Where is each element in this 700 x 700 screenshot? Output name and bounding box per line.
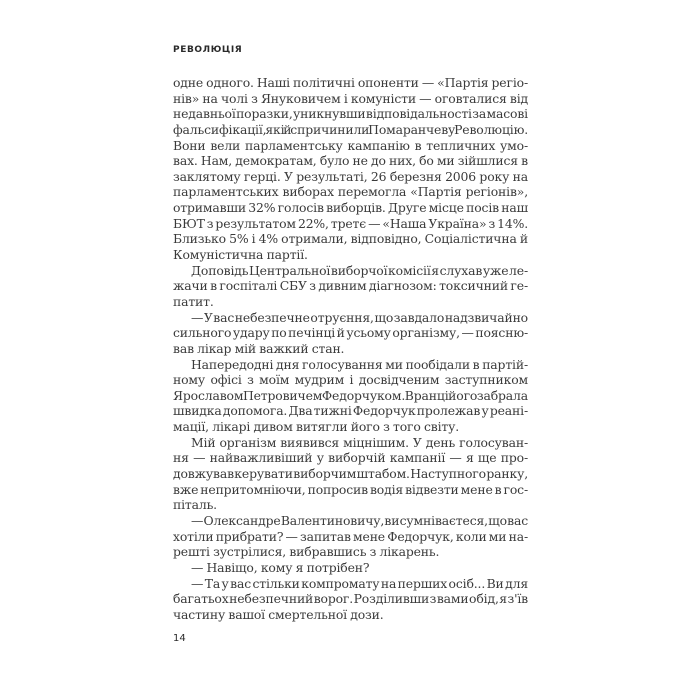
text-line: Близько 5% і 4% отримали, відповідно, Соціалістична й bbox=[173, 231, 528, 247]
text-line: хотіли прибрати? — запитав мене Федорчук, коли ми на- bbox=[173, 528, 528, 544]
text-line: одне одного. Наші політичні опоненти — «Партія регіо- bbox=[173, 75, 528, 90]
text-line: решті зустрілися, вибравшись з лікарень. bbox=[173, 544, 440, 560]
text-line: сильного удару по печінці й усьому організму, — поясню- bbox=[173, 325, 528, 341]
text-line: ня — найважливіший у виборчій кампанії — я ще про- bbox=[173, 450, 528, 466]
text-line: Вони вели парламентську кампанію в тепличних умо- bbox=[173, 137, 528, 153]
text-line: частину вашої смертельної дози. bbox=[173, 606, 384, 622]
text-line: вав лікар мій важкий стан. bbox=[173, 340, 345, 356]
text-line: вах. Нам, демократам, було не до них, бо ми зійшлися в bbox=[173, 153, 528, 169]
text-line: Комуністична партії. bbox=[173, 247, 308, 263]
text-line: — Навіщо, кому я потрібен? bbox=[191, 559, 370, 575]
text-line: — Та у вас стільки компромату на перших осіб... Ви для bbox=[191, 575, 528, 591]
text-line: заклятому герці. У результаті, 26 березня 2006 року на bbox=[173, 168, 528, 184]
text-line: отримавши 32% голосів виборців. Друге місце посів наш bbox=[173, 200, 528, 216]
text-line: піталь. bbox=[173, 497, 217, 513]
body-text bbox=[173, 75, 528, 622]
text-line: недавньої поразки, уникнувши відповідальності за масові bbox=[173, 106, 528, 122]
text-line: Мій організм виявився міцнішим. У день голосуван- bbox=[191, 434, 528, 450]
text-line: — У вас небезпечне отруєння, що завдало надзвичайно bbox=[191, 309, 528, 325]
text-line: патит. bbox=[173, 293, 214, 309]
text-line: мації, лікарі дивом витягли його з того світу. bbox=[173, 419, 460, 435]
text-line: Ярославом Петровичем Федорчуком. Вранці його забрала bbox=[173, 387, 528, 403]
running-head: РЕВОЛЮЦІЯ bbox=[173, 45, 243, 55]
page-number: 14 bbox=[173, 633, 186, 644]
text-line: довжував керувати виборчим штабом. Наступного ранку, bbox=[173, 466, 528, 482]
text-line: — Олександре Валентиновичу, ви сумніваєтеся, що вас bbox=[191, 512, 528, 528]
text-line: нів» на чолі з Януковичем і комуністи — оговталися від bbox=[173, 90, 528, 106]
text-line: вже непритомніючи, попросив водія відвезти мене в гос- bbox=[173, 481, 528, 497]
text-line: Доповідь Центральної виборчої комісії я слухав уже ле- bbox=[191, 262, 528, 278]
text-line: швидка допомога. Два тижні Федорчук пролежав у реані- bbox=[173, 403, 528, 419]
text-line: жачи в госпіталі СБУ з дивним діагнозом: токсичний ге- bbox=[173, 278, 528, 294]
text-line: багатьох небезпечний ворог. Розділивши з вами обід, я з'їв bbox=[173, 591, 528, 607]
text-line: Напередодні дня голосування ми пообідали в партій- bbox=[191, 356, 528, 372]
text-line: фальсифікації, які й спричинили Помаранчеву Революцію. bbox=[173, 121, 528, 137]
text-line: парламентських виборах перемогла «Партія регіонів», bbox=[173, 184, 528, 200]
text-line: БЮТ з результатом 22%, третє — «Наша Україна» з 14%. bbox=[173, 215, 528, 231]
text-line: ному офісі з моїм мудрим і досвідченим заступником bbox=[173, 372, 528, 388]
